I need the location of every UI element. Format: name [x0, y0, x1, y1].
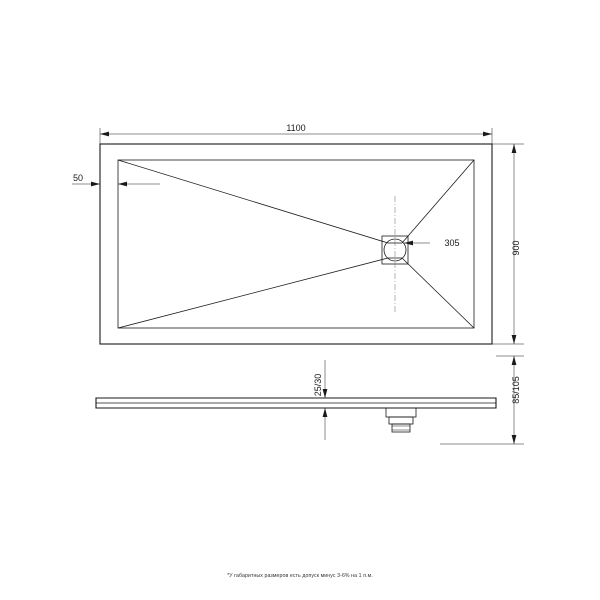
side-view-drain-outlet [386, 408, 416, 432]
dim-drain-label: 305 [444, 238, 460, 248]
dim-depth-label: 900 [511, 240, 521, 256]
dim-edge-arrow-outer [91, 182, 100, 187]
dim-edge-arrow-inner [118, 182, 127, 187]
tray-outer-rect [100, 144, 492, 344]
dim-height-arrow-top [512, 356, 517, 365]
dim-width-arrow-left [100, 132, 109, 137]
dim-thickness-label: 25/30 [313, 373, 323, 397]
dim-thickness-arrow-top [323, 389, 328, 398]
dim-width-label: 1100 [286, 123, 306, 133]
dim-drain-arrow [404, 241, 413, 246]
dim-depth-arrow-top [512, 144, 517, 153]
slope-lines [118, 160, 474, 328]
dim-height-label: 85/105 [511, 376, 521, 404]
dim-width-arrow-right [483, 132, 492, 137]
dim-thickness-arrow-bottom [323, 408, 328, 417]
dim-height-arrow-bottom [512, 435, 517, 444]
dim-edge-label: 50 [72, 173, 84, 183]
tray-inner-rect [118, 160, 474, 328]
footnote: *У габаритных размеров есть допуск минус 3-6% на 1 п.м. [227, 573, 373, 579]
dim-depth-arrow-bottom [512, 335, 517, 344]
